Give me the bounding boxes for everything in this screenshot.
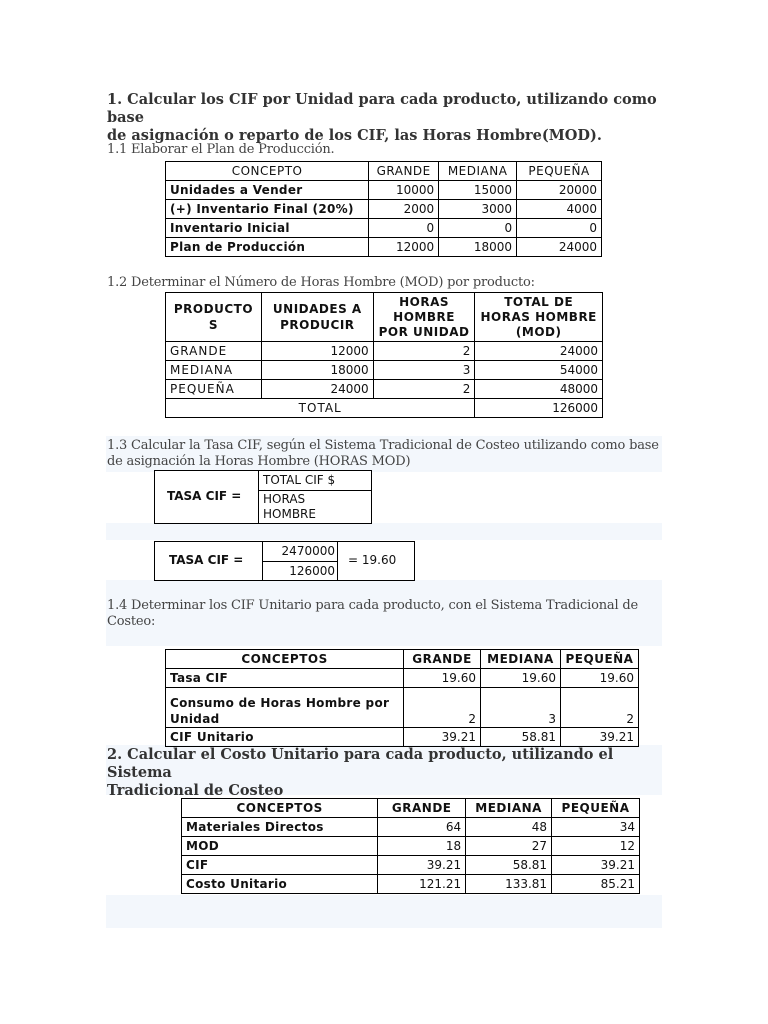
table-row bbox=[166, 688, 639, 728]
cell: 19.60 bbox=[481, 669, 561, 688]
formula-divider-vertical bbox=[258, 471, 259, 523]
col-header: MEDIANA bbox=[466, 799, 552, 818]
formula-numerator: TOTAL CIF $ bbox=[263, 473, 336, 487]
cell: 12 bbox=[552, 837, 640, 856]
header-line: (MOD) bbox=[515, 324, 562, 339]
denominator-line: HORAS bbox=[263, 492, 306, 506]
col-header: MEDIANA bbox=[481, 650, 561, 669]
man-hours-table bbox=[165, 292, 603, 418]
formula-label: TASA CIF = bbox=[169, 553, 244, 567]
cell: 19.60 bbox=[404, 669, 481, 688]
row-label: GRANDE bbox=[166, 342, 262, 361]
table-header-row bbox=[182, 799, 640, 818]
formula-fraction-line bbox=[259, 490, 371, 491]
table-header-row bbox=[166, 293, 603, 342]
cell: 2 bbox=[404, 688, 481, 728]
header-line: HOMBRE bbox=[393, 309, 455, 324]
cell: 27 bbox=[466, 837, 552, 856]
col-header: CONCEPTO bbox=[166, 162, 369, 181]
cell: 121.21 bbox=[378, 875, 466, 894]
table-row bbox=[166, 238, 602, 257]
row-label: Plan de Producción bbox=[166, 238, 369, 257]
row-label: (+) Inventario Final (20%) bbox=[166, 200, 369, 219]
cell: 0 bbox=[439, 219, 517, 238]
cell: 2 bbox=[560, 688, 638, 728]
table-header-row bbox=[166, 650, 639, 669]
formula-result: = 19.60 bbox=[348, 553, 397, 567]
cell: 58.81 bbox=[481, 728, 561, 747]
col-header: GRANDE bbox=[404, 650, 481, 669]
cell: 39.21 bbox=[378, 856, 466, 875]
header-line: HORAS HOMBRE bbox=[480, 309, 597, 324]
cell: 0 bbox=[517, 219, 602, 238]
table-row bbox=[166, 380, 603, 399]
row-label-line: Unidad bbox=[170, 712, 220, 726]
col-header: CONCEPTOS bbox=[182, 799, 378, 818]
header-line: PRODUCIR bbox=[280, 318, 355, 332]
row-label: Materiales Directos bbox=[182, 818, 378, 837]
row-label: CIF bbox=[182, 856, 378, 875]
cell: 48000 bbox=[475, 380, 603, 399]
formula-fraction-line bbox=[263, 561, 337, 562]
row-label: Tasa CIF bbox=[166, 669, 404, 688]
cell: 12000 bbox=[369, 238, 439, 257]
cell: 85.21 bbox=[552, 875, 640, 894]
formula-numerator: 2470000 bbox=[281, 544, 335, 558]
subheading-1-3 bbox=[107, 438, 659, 470]
table-row bbox=[182, 875, 640, 894]
section1-heading bbox=[107, 91, 667, 145]
table-header-row bbox=[166, 162, 602, 181]
row-label bbox=[166, 688, 404, 728]
formula-denominator: 126000 bbox=[289, 564, 335, 578]
cell: 133.81 bbox=[466, 875, 552, 894]
header-line: TOTAL DE bbox=[504, 294, 574, 309]
col-header: GRANDE bbox=[378, 799, 466, 818]
cell: 58.81 bbox=[466, 856, 552, 875]
col-header: GRANDE bbox=[369, 162, 439, 181]
header-line: PRODUCTO bbox=[173, 302, 254, 316]
cell: 10000 bbox=[369, 181, 439, 200]
cell: 18000 bbox=[439, 238, 517, 257]
row-label: Inventario Inicial bbox=[166, 219, 369, 238]
section2-heading-line1: 2. Calcular el Costo Unitario para cada producto, utilizando el Sistema bbox=[107, 746, 614, 781]
cell: 34 bbox=[552, 818, 640, 837]
band-13b bbox=[106, 523, 662, 540]
row-label: CIF Unitario bbox=[166, 728, 404, 747]
cell: 24000 bbox=[475, 342, 603, 361]
header-line: HORAS bbox=[399, 294, 450, 309]
subheading-1-4-line1: 1.4 Determinar los CIF Unitario para cada producto, con el Sistema Tradicional de bbox=[107, 598, 638, 613]
table-row bbox=[166, 728, 639, 747]
cell: 2 bbox=[373, 380, 475, 399]
production-plan-table bbox=[165, 161, 602, 257]
cell: 24000 bbox=[261, 380, 373, 399]
total-value: 126000 bbox=[475, 399, 603, 418]
total-label: TOTAL bbox=[166, 399, 475, 418]
row-label-line: Consumo de Horas Hombre por bbox=[170, 696, 390, 710]
formula-divider-right bbox=[337, 542, 338, 580]
unit-cif-table bbox=[165, 649, 639, 747]
table-row bbox=[166, 200, 602, 219]
unit-cost-table bbox=[181, 798, 640, 894]
cell: 18 bbox=[378, 837, 466, 856]
subheading-1-4-line2: Costeo: bbox=[107, 614, 156, 629]
table-row bbox=[182, 856, 640, 875]
formula-label: TASA CIF = bbox=[167, 489, 242, 503]
row-label: Costo Unitario bbox=[182, 875, 378, 894]
cell: 20000 bbox=[517, 181, 602, 200]
col-header-horas bbox=[373, 293, 475, 342]
total-row bbox=[166, 399, 603, 418]
cell: 12000 bbox=[261, 342, 373, 361]
table-row bbox=[166, 219, 602, 238]
table-row bbox=[182, 837, 640, 856]
section2-heading-line2: Tradicional de Costeo bbox=[107, 782, 284, 799]
formula-tasa-cif-value bbox=[154, 541, 415, 581]
section1-heading-line2: de asignación o reparto de los CIF, las Horas Hombre(MOD). bbox=[107, 127, 602, 144]
cell: 2000 bbox=[369, 200, 439, 219]
section2-heading bbox=[107, 746, 667, 800]
cell: 48 bbox=[466, 818, 552, 837]
col-header: CONCEPTOS bbox=[166, 650, 404, 669]
header-line: UNIDADES A bbox=[272, 302, 362, 316]
col-header-total bbox=[475, 293, 603, 342]
table-row bbox=[166, 181, 602, 200]
subheading-1-3-line2: de asignación la Horas Hombre (HORAS MOD) bbox=[107, 454, 411, 469]
cell: 15000 bbox=[439, 181, 517, 200]
table-row bbox=[166, 361, 603, 380]
table-row bbox=[166, 669, 639, 688]
col-header: MEDIANA bbox=[439, 162, 517, 181]
row-label: MEDIANA bbox=[166, 361, 262, 380]
table-row bbox=[182, 818, 640, 837]
subheading-1-3-line1: 1.3 Calcular la Tasa CIF, según el Sistema Tradicional de Costeo utilizando como base bbox=[107, 438, 659, 453]
table-row bbox=[166, 342, 603, 361]
row-label: PEQUEÑA bbox=[166, 380, 262, 399]
row-label: MOD bbox=[182, 837, 378, 856]
cell: 18000 bbox=[261, 361, 373, 380]
subheading-1-2: 1.2 Determinar el Número de Horas Hombre (MOD) por producto: bbox=[107, 275, 535, 290]
header-line: S bbox=[208, 318, 219, 332]
cell: 3000 bbox=[439, 200, 517, 219]
cell: 3 bbox=[481, 688, 561, 728]
header-line: POR UNIDAD bbox=[378, 324, 470, 339]
col-header: PEQUEÑA bbox=[560, 650, 638, 669]
col-header-productos bbox=[166, 293, 262, 342]
cell: 4000 bbox=[517, 200, 602, 219]
cell: 3 bbox=[373, 361, 475, 380]
col-header: PEQUEÑA bbox=[552, 799, 640, 818]
formula-tasa-cif-generic bbox=[154, 470, 372, 524]
row-label: Unidades a Vender bbox=[166, 181, 369, 200]
subheading-1-1: 1.1 Elaborar el Plan de Producción. bbox=[107, 142, 335, 157]
cell: 39.21 bbox=[404, 728, 481, 747]
subheading-1-4 bbox=[107, 598, 638, 630]
col-header-unidades bbox=[261, 293, 373, 342]
cell: 24000 bbox=[517, 238, 602, 257]
section1-heading-line1: 1. Calcular los CIF por Unidad para cada producto, utilizando como base bbox=[107, 91, 657, 126]
cell: 39.21 bbox=[560, 728, 638, 747]
cell: 19.60 bbox=[560, 669, 638, 688]
cell: 0 bbox=[369, 219, 439, 238]
formula-denominator bbox=[263, 492, 316, 522]
cell: 64 bbox=[378, 818, 466, 837]
col-header: PEQUEÑA bbox=[517, 162, 602, 181]
band-bottom bbox=[106, 895, 662, 928]
cell: 39.21 bbox=[552, 856, 640, 875]
cell: 54000 bbox=[475, 361, 603, 380]
cell: 2 bbox=[373, 342, 475, 361]
denominator-line: HOMBRE bbox=[263, 507, 316, 521]
